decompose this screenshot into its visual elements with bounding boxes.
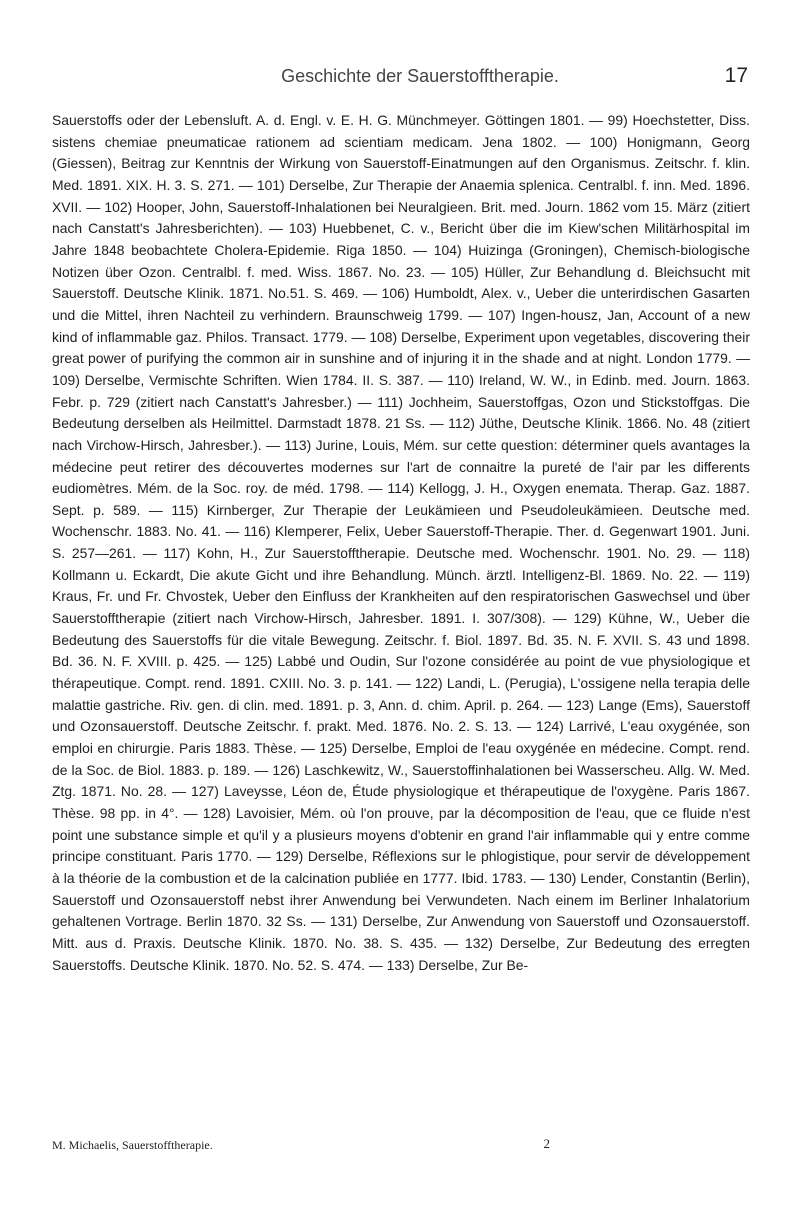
footer-running-title: M. Michaelis, Sauerstofftherapie. bbox=[52, 1138, 213, 1152]
signature-mark: 2 bbox=[543, 1136, 550, 1151]
bibliography-text: Sauerstoffs oder der Lebensluft. A. d. Engl. v. E. H. G. Münchmeyer. Göttingen 1801. — 99) Hoechstetter, Diss. sistens chemiae pneumaticae rationem ad scientiam medicam. Jena 1802. — 100) Honigmann, Georg (Giessen), Beitrag zur Kenntnis der Wirkung von Sauerstoff-Einatmungen auf den Organismus. Zeitschr. f. klin. Med. 1891. XIX. H. 3. S. 271. — 101) Derselbe, Zur Therapie der Anaemia splenica. Centralbl. f. inn. Med. 1896. XVII. — 102) Hooper, John, Sauerstoff-Inhalationen bei Neuralgieen. Brit. med. Journ. 1862 vom 15. März (zitiert nach Canstatt's Jahresberichten). — 103) Huebbenet, C. v., Bericht über die im Kiew'schen Militärhospital im Jahre 1848 beobachtete Cholera-Epidemie. Riga 1850. — 104) Huizinga (Groningen), Chemisch-biologische Notizen über Ozon. Centralbl. f. med. Wiss. 1867. No. 23. — 105) Hüller, Zur Behandlung d. Bleichsucht mit Sauerstoff. Deutsche Klinik. 1871. No.51. S. 469. — 106) Humboldt, Alex. v., Ueber die unterirdischen Gasarten und die Mittel, ihren Nachteil zu verhindern. Braunschweig 1799. — 107) Ingen-housz, Jan, Account of a new kind of inflammable gaz. Philos. Transact. 1779. — 108) Derselbe, Experiment upon vegetables, discovering their great power of purifying the common air in sunshine and of injuring it in the shade and at night. London 1779. — 109) Derselbe, Vermischte Schriften. Wien 1784. II. S. 387. — 110) Ireland, W. W., in Edinb. med. Journ. 1863. Febr. p. 729 (zitiert nach Canstatt's Jahresber.) — 111) Jochheim, Sauerstoffgas, Ozon und Stickstoffgas. Die Bedeutung derselben als Heilmittel. Darmstadt 1878. 21 Ss. — 112) Jüthe, Deutsche Klinik. 1866. No. 48 (zitiert nach Virchow-Hirsch, Jahresber.). — 113) Jurine, Louis, Mém. sur cette question: déterminer quels avantages la médecine peut retirer des découvertes modernes sur l'art de connaitre la pureté de l'air par les differents eudiomètres. Mém. de la Soc. roy. de méd. 1798. — 114) Kellogg, J. H., Oxygen enemata. Therap. Gaz. 1887. Sept. p. 589. — 115) Kirnberger, Zur Therapie der Leukämieen und Pseudoleukämieen. Deutsche med. Wochenschr. 1883. No. 41. — 116) Klemperer, Felix, Ueber Sauerstoff-Therapie. Ther. d. Gegenwart 1901. Juni. S. 257—261. — 117) Kohn, H., Zur Sauerstofftherapie. Deutsche med. Wochenschr. 1901. No. 29. — 118) Kollmann u. Eckardt, Die akute Gicht und ihre Behandlung. Münch. ärztl. Intelligenz-Bl. 1869. No. 22. — 119) Kraus, Fr. und Fr. Chvostek, Ueber den Einfluss der Krankheiten auf den respiratorischen Gaswechsel und über Sauerstofftherapie (zitiert nach Virchow-Hirsch, Jahresber. 1891. I. 307/308). — 129) Kühne, W., Ueber die Bedeutung des Sauerstoffs für die vitale Bewegung. Zeitschr. f. Biol. 1897. Bd. 35. N. F. XVII. S. 43 und 1898. Bd. 36. N. F. XVIII. p. 425. — 125) Labbé und Oudin, Sur l'ozone considérée au point de vue physiologique et thérapeutique. Compt. rend. 1891. CXIII. No. 3. p. 141. — 122) Landi, L. (Perugia), L'ossigene nella terapia delle malattie gastriche. Riv. gen. di clin. med. 1891. p. 3, Ann. d. chim. April. p. 264. — 123) Lange (Ems), Sauerstoff und Ozonsauerstoff. Deutsche Zeitschr. f. prakt. Med. 1876. No. 2. S. 13. — 124) Larrivé, L'eau oxygénée, son emploi en chirurgie. Paris 1883. Thèse. — 125) Derselbe, Emploi de l'eau oxygénée en médecine. Compt. rend. de la Soc. de Biol. 1883. p. 189. — 126) Laschkewitz, W., Sauerstoffinhalationen bei Wasserscheu. Allg. W. Med. Ztg. 1871. No. 28. — 127) Laveysse, Léon de, Étude physiologique et thérapeutique de l'oxygène. Paris 1867. Thèse. 98 pp. in 4°. — 128) Lavoisier, Mém. où l'on prouve, par la décomposition de l'eau, que ce fluide n'est point une substance simple et qu'il y a plusieurs moyens d'obtenir en grand l'air inflammable qui y entre comme principe constituant. Paris 1770. — 129) Derselbe, Réflexions sur le phlogistique, pour servir de développement à la théorie de la combustion et de la calcination publiée en 1777. Ibid. 1783. — 130) Lender, Constantin (Berlin), Sauerstoff und Ozonsauerstoff nebst ihrer Anwendung bei Verwundeten. Nach einem im Berliner Inhalatorium gehaltenen Vortrage. Berlin 1870. 32 Ss. — 131) Derselbe, Zur Anwendung von Sauerstoff und Ozonsauerstoff. Mitt. aus d. Praxis. Deutsche Klinik. 1870. No. 38. S. 435. — 132) Derselbe, Zur Bedeutung des erregten Sauerstoffs. Deutsche Klinik. 1870. No. 52. S. 474. — 133) Derselbe, Zur Be- bbox=[52, 112, 750, 973]
page-header bbox=[92, 64, 748, 94]
page-footer bbox=[52, 1138, 750, 1158]
running-head-title: Geschichte der Sauerstofftherapie. bbox=[281, 66, 559, 86]
page-number: 17 bbox=[724, 64, 748, 87]
